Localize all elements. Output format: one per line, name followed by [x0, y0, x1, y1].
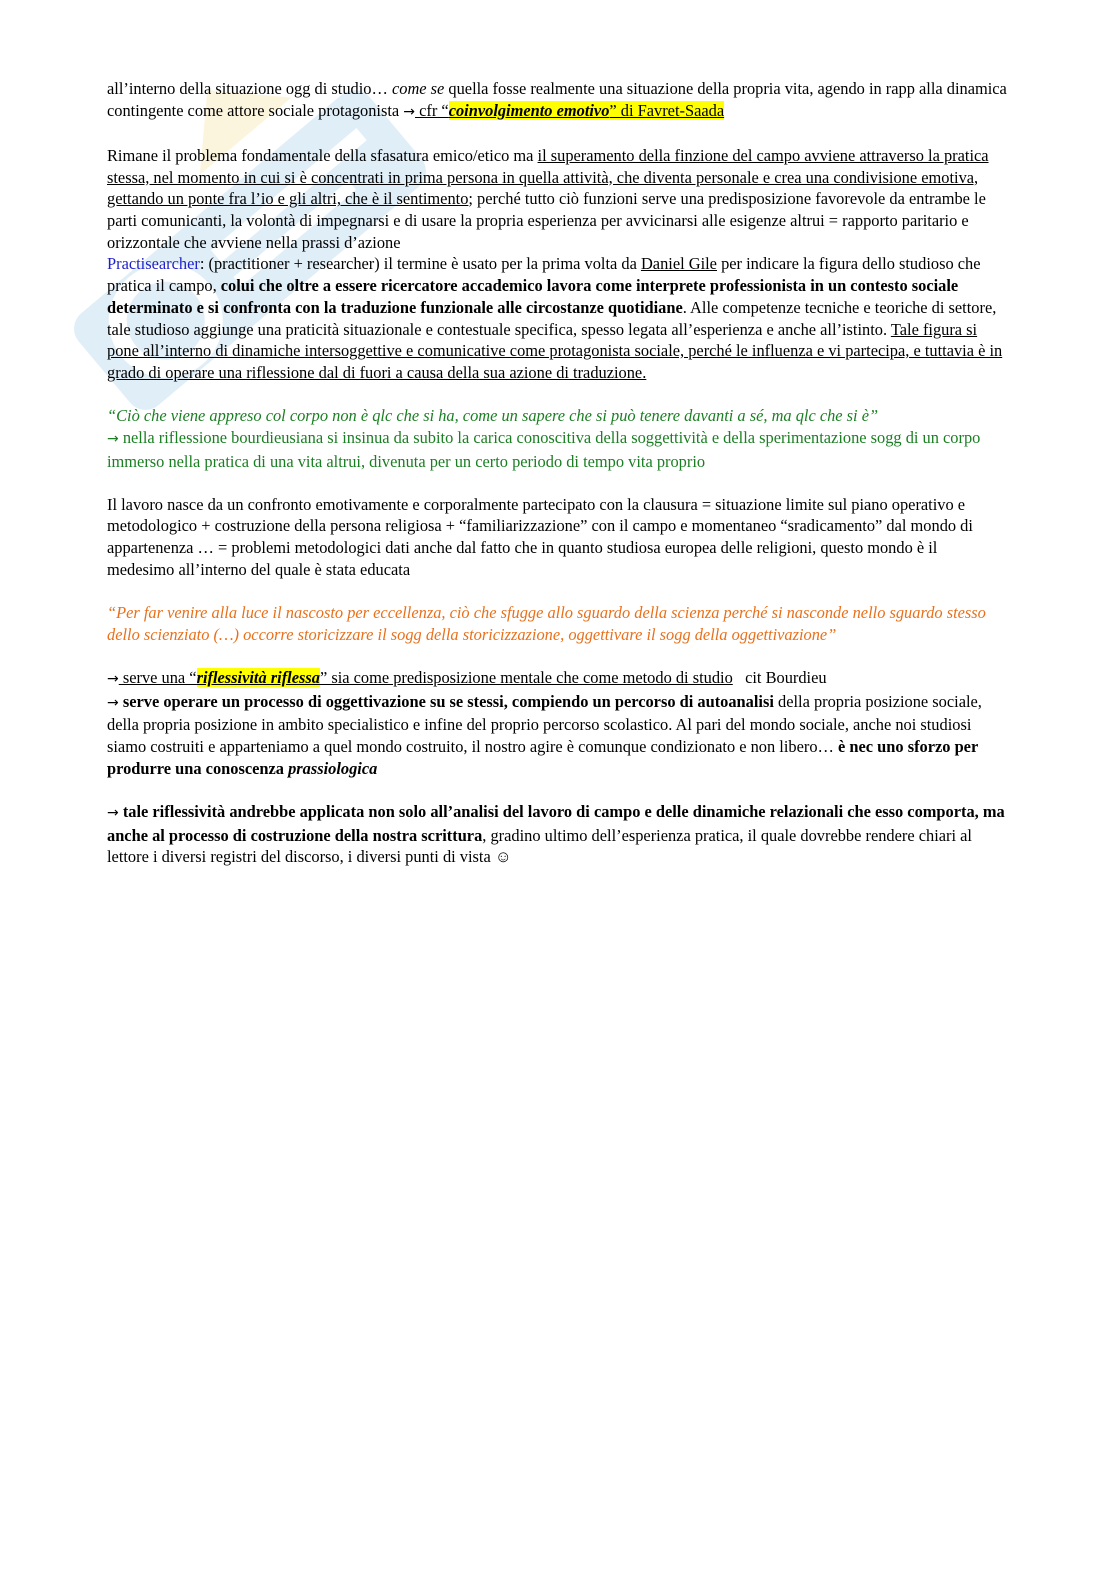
bold-passage: serve operare un processo di oggettivazione su se stessi, compiendo un percorso di autoanalisi	[118, 691, 774, 711]
paragraph-3-quote: “Ciò che viene appreso col corpo non è qlc che si ha, come un sapere che si può tenere davanti a sé, ma qlc che si è” → nella riflessione bourdieusiana si insinua da subito la carica conoscitiva della soggettività e della sperimentazione sogg di un corpo immerso nella pratica di una vita altrui, divenuta per un certo periodo di tempo vita proprio	[107, 406, 981, 471]
document-page	[107, 78, 1007, 890]
paragraph-1: all’interno della situazione ogg di studio… come se quella fosse realmente una situazione della propria vita, agendo in rapp alla dinamica contingente come attore sociale protagonista → cfr “coinvolgimento emotivo” di Favret-Saada	[107, 79, 1007, 120]
highlighted-term: riflessività riflessa	[196, 667, 320, 687]
underlined-passage: il superamento della finzione del campo avviene attraverso la pratica stessa, nel momento in cui si è concentrati in prima persona in quella attività, che diventa personale e crea una condivisione emotiva, gettando un ponte fra l’io e gli altri, che è il sentimento	[107, 145, 989, 209]
arrow-icon: →	[107, 430, 119, 447]
bold-passage: tale riflessività andrebbe applicata non solo all’analisi del lavoro di campo e delle dinamiche relazionali che esso comporta, ma anche al processo di costruzione della nostra scrittura	[107, 801, 1005, 845]
arrow-icon: →	[107, 694, 119, 711]
quote-text: “Per far venire alla luce il nascosto per eccellenza, ciò che sfugge allo sguardo della scienza perché si nasconde nello sguardo stesso dello scienziato (…) occorre storicizzare il sogg della storicizzazione, oggettivare il sogg della oggettivazione”	[107, 603, 986, 644]
arrow-icon: →	[403, 103, 416, 120]
arrow-icon: →	[107, 804, 119, 821]
quote-text: “Ciò che viene appreso col corpo non è qlc che si ha, come un sapere che si può tenere davanti a sé, ma qlc che si è”	[107, 406, 879, 426]
paragraph-5-quote	[107, 602, 1007, 645]
paragraph-7: → tale riflessività andrebbe applicata non solo all’analisi del lavoro di campo e delle dinamiche relazionali che esso comporta, ma anche al processo di costruzione della nostra scrittura, gradino ultimo dell’esperienza pratica, il quale dovrebbe rendere chiari al lettore i diversi registri del discorso, i diversi punti di vista ☺	[107, 801, 1005, 867]
smiley-icon: ☺	[494, 847, 512, 867]
practisearcher-term: Practisearcher	[107, 254, 200, 274]
paragraph-2: Rimane il problema fondamentale della sfasatura emico/etico ma il superamento della finzione del campo avviene attraverso la pratica stessa, nel momento in cui si è concentrati in prima persona in quella attività, che diventa personale e crea una condivisione emotiva, gettando un ponte fra l’io e gli altri, che è il sentimento; perché tutto ciò funzioni serve una predisposizione favorevole da entrambe le parti comunicanti, la volontà di impegnarsi e di usare la propria esperienza per avvicinarsi alle esigenze altrui = rapporto paritario e orizzontale che avviene nella prassi d’azione Practisearcher: (practitioner + researcher) il termine è usato per la prima volta da Daniel Gile per indicare la figura dello studioso che pratica il campo, colui che oltre a essere ricercatore accademico lavora come interprete professionista in un contesto sociale determinato e si confronta con la traduzione funzionale alle circostanze quotidiane. Alle competenze tecniche e teoriche di settore, tale studioso aggiunge una praticità situazionale e contestuale specifica, spesso legata all’esperienza e anche all’istinto. Tale figura si pone all’interno di dinamiche intersoggettive e comunicative come protagonista sociale, perché le influenza e vi partecipa, e tuttavia è in grado di operare una riflessione dal di fuori a causa della sua azione di traduzione.	[107, 145, 1003, 382]
paragraph-6: → serve una “riflessività riflessa” sia come predisposizione mentale che come metodo di studio cit Bourdieu → serve operare un processo di oggettivazione su se stessi, compiendo un percorso di autoanalisi della propria posizione sociale, della propria posizione in ambito specialistico e infine del proprio percorso scolastico. Al pari del mondo sociale, anche noi studiosi siamo costruiti e apparteniamo a quel mondo costruito, il nostro agire è comunque condizionato e non libero… è nec uno sforzo per produrre una conoscenza prassiologica	[107, 667, 982, 778]
bold-passage: colui che oltre a essere ricercatore accademico lavora come interprete professionista in un contesto sociale determinato e si confronta con la traduzione funzionale alle circostanze quotidiane	[107, 276, 959, 317]
highlighted-term: coinvolgimento emotivo	[448, 100, 610, 120]
arrow-icon: →	[107, 670, 119, 687]
author-name: Daniel Gile	[640, 254, 717, 274]
underlined-passage: Tale figura si pone all’interno di dinamiche intersoggettive e comunicative come protagonista sociale, perché le influenza e vi partecipa, e tuttavia è in grado di operare una riflessione dal di fuori a causa della sua azione di traduzione.	[107, 319, 1003, 382]
paragraph-4: Il lavoro nasce da un confronto emotivamente e corporalmente partecipato con la clausura = situazione limite sul piano operativo e metodologico + costruzione della persona religiosa + “familiarizzazione” con il campo e momentaneo “sradicamento” dal mondo di appartenenza … = problemi metodologici dati anche dal fatto che in quanto studiosa europea delle religioni, questo mondo è il medesimo all’interno del quale è stata educata	[107, 494, 973, 579]
